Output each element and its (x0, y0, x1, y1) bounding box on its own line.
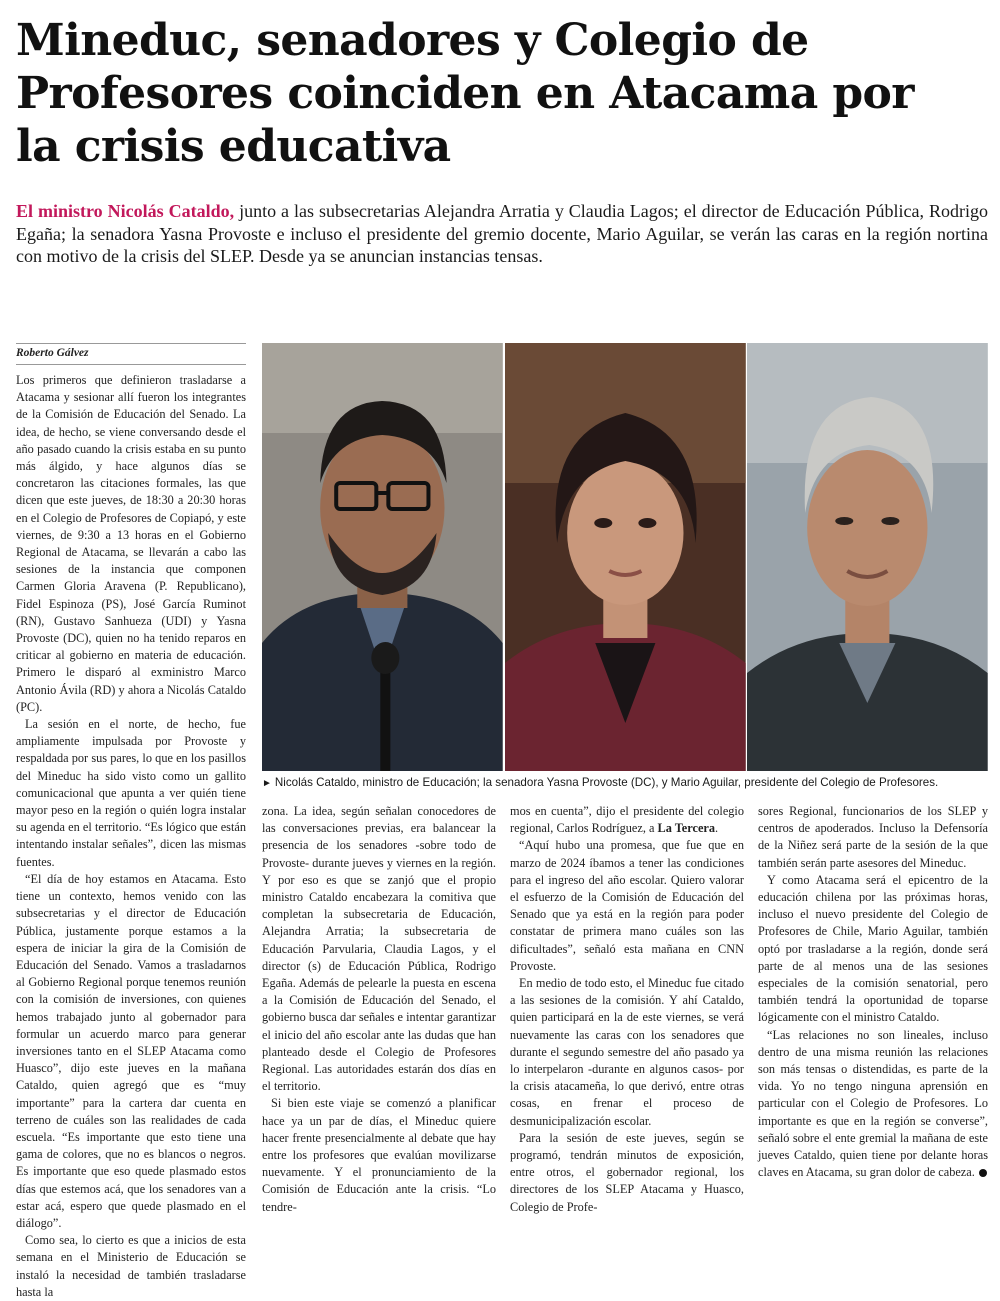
paragraph: Si bien este viaje se comenzó a planificar hace ya un par de días, el Mineduc quiere hacer frente presencialmente al debate que hay entre los profesores que evalúan movilizarse nuevamente. Y el pronunciamiento de la Comisión de Educación ante la crisis. “Lo tendre- (262, 1096, 496, 1214)
photo-senator (505, 343, 746, 771)
byline-rule-bottom (16, 364, 246, 365)
paragraph: Como sea, lo cierto es que a inicios de esta semana en el Ministerio de Educación se instaló la necesidad de también trasladarse hasta la (16, 1233, 246, 1299)
caption-text: Nicolás Cataldo, ministro de Educación; la senadora Yasna Provoste (DC), y Mario Aguilar, presidente del Colegio de Profesores. (274, 776, 939, 789)
byline: Roberto Gálvez (16, 347, 89, 359)
paragraph: Los primeros que definieron trasladarse a Atacama y sesionar allí fueron los integrantes de la Comisión de Educación del Senado. La idea, de hecho, se viene conversando desde el año pasado cuando la crisis estaba en su punto más álgido, y hace algunos días se concretaron las citaciones formales, las que dicen que este jueves, de 18:30 a 20:30 horas en el Colegio de Profesores de Copiapó, y este viernes, de 9:30 a 13 horas en el Gobierno Regional de Atacama, se llevarán a cabo las sesiones de la instancia que componen Carmen Gloria Aravena (P. Republicano), Fidel Espinoza (PS), José García Ruminot (RN), Gustavo Sanhueza (UDI) y Yasna Provoste (DC), quien no ha tenido reparos en criticar al gobierno en materia de educación. Primero le disparó al exministro Marco Antonio Ávila (RD) y ahora a Nicolás Cataldo (PC). (16, 373, 246, 714)
photo-minister (262, 343, 503, 771)
paragraph-text: mos en cuenta”, dijo el presidente del colegio regional, Carlos Rodríguez, a (510, 804, 744, 836)
photo-caption (262, 775, 988, 792)
paragraph: En medio de todo esto, el Mineduc fue citado a las sesiones de la comisión. Y ahí Cataldo, quien participará en la de este viernes, se verá nuevamente las caras con los senadores que durante el segundo semestre del año pasado ya lo interpelaron -durante en algunos casos- por la crisis atacameña, lo que derivó, entre otras cosas, en frenar el proceso de desmunicipalización escolar. (510, 976, 744, 1128)
body-column-2 (262, 803, 496, 1214)
paragraph-text: . (715, 821, 719, 836)
paragraph: sores Regional, funcionarios de los SLEP y centros de apoderados. Incluso la Defensoría de la Niñez será parte de la sesión de la que también serán parte asesores del Mineduc. (758, 804, 988, 870)
body-column-4 (758, 803, 988, 1180)
portrait-man-glasses-icon (262, 343, 503, 771)
paragraph: Y como Atacama será el epicentro de la educación chilena por las próximas horas, incluso el nuevo presidente del Colegio de Profesores de Chile, Mario Aguilar, también optó por trasladarse a la región, donde será parte de al menos una de las sesiones especiales de la comisión senatorial, pero también tendrá la oportunidad de toparse lógicamente con el ministro Cataldo. (758, 872, 988, 1025)
portrait-gray-haired-man-icon (747, 343, 988, 771)
paragraph (510, 803, 744, 837)
paragraph: zona. La idea, según señalan conocedores de las conversaciones previas, era balancear la presencia de los senadores -sobre todo de Provoste- durante jueves y viernes en la región. Y por eso es que se zanjó que el propio ministro Cataldo encabezara la comitiva que completan la subsecretaria de Educación, Alejandra Arratia; la subsecretaria de Educación Parvularia, Claudia Lagos, y el director (s) de Educación Pública, Rodrigo Egaña. Además de pelearle la puesta en escena a la Comisión de Educación del Senado, el gobierno busca dar señales e intentar garantizar el inicio del año escolar ante las dudas que han planteado desde el Colegio de Profesores Regional. Las autoridades estarán dos días en el territorio. (262, 804, 496, 1094)
paragraph: Para la sesión de este jueves, según se programó, tendrán minutos de exposición, entre otros, el gobernador regional, los directores de los SLEP Atacama y Huasco, Colegio de Profe- (510, 1130, 744, 1214)
headline: Mineduc, senadores y Colegio de Profesores coinciden en Atacama por la crisis educativa (16, 15, 914, 172)
paragraph: La sesión en el norte, de hecho, fue ampliamente impulsada por Provoste y respaldada por sus pares, lo que en los pasillos del Mineduc ha sido visto como un gallito comunicacional que apunta a ver quién tiene mayor peso en la región o quién logra instalar su agenda en el territorio. “Es lógico que están intentando instalar señales”, dicen las mismas fuentes. (16, 717, 246, 869)
paragraph: “Aquí hubo una promesa, que fue que en marzo de 2024 íbamos a tener las condiciones para el ingreso del año escolar. Quiero valorar el esfuerzo de la Comisión de Educación del Senado que ya está en la región para poder constatar de primera mano cuáles son las dificultades”, señaló esta mañana en CNN Provoste. (510, 838, 744, 973)
portrait-woman-icon (505, 343, 746, 771)
caption-triangle-icon: ► (262, 778, 272, 789)
byline-rule-top (16, 343, 246, 344)
photo-union-president (747, 343, 988, 771)
paragraph (758, 1027, 988, 1182)
body-column-3 (510, 803, 744, 1214)
lead-highlight: El ministro Nicolás Cataldo, (16, 201, 235, 221)
end-mark-icon (979, 1169, 987, 1177)
paragraph-text: “Las relaciones no son lineales, incluso dentro de una misma reunión las relaciones son más tensas o distendidas, es parte de la vida. Yo no tengo ninguna aprensión en particular con el Colegio de Profesores. Lo importante es que en la región se converse”, señaló sobre el ente gremial la mañana de este jueves Cataldo, quien tiene por delante horas claves en Atacama, su gran dolor de cabeza. (758, 1027, 988, 1180)
lead-text: junto a las subsecretarias Alejandra Arratia y Claudia Lagos; el director de Educación Pública, Rodrigo Egaña; la senadora Yasna Provoste e incluso el presidente del gremio docente, Mario Aguilar, se verán las caras en la región nortina con motivo de la crisis del SLEP. Desde ya se anuncian instancias tensas. (16, 201, 988, 266)
newspaper-name: La Tercera (657, 821, 716, 836)
photo-strip (262, 343, 988, 771)
paragraph: “El día de hoy estamos en Atacama. Esto tiene un contexto, hemos venido con las subsecretarias y el director de Educación Pública, justamente porque estamos a la espera de iniciar la gira de la Comisión de Educación del Senado. Vamos a trasladarnos al Gobierno Regional porque tenemos reunión con la comisión de inversiones, con quienes hemos trabajado junto al gobernador para formular un acuerdo marco para generar inversiones tanto en el SLEP Atacama como Huasco”, dijo este jueves en la mañana Cataldo, quien agregó que es “muy importante” para la cartera dar cuenta en terreno de cuáles son las realidades de cada escuela. “Es importante que esto tiene una gama de colores, que no es blancos o negros. Es importante que eso quede plasmado estos días que estemos acá, que los senadores van a estar acá, espero que quede plasmado en el diálogo”. (16, 871, 246, 1230)
lead-paragraph (16, 200, 988, 268)
body-column-1 (16, 372, 246, 1299)
